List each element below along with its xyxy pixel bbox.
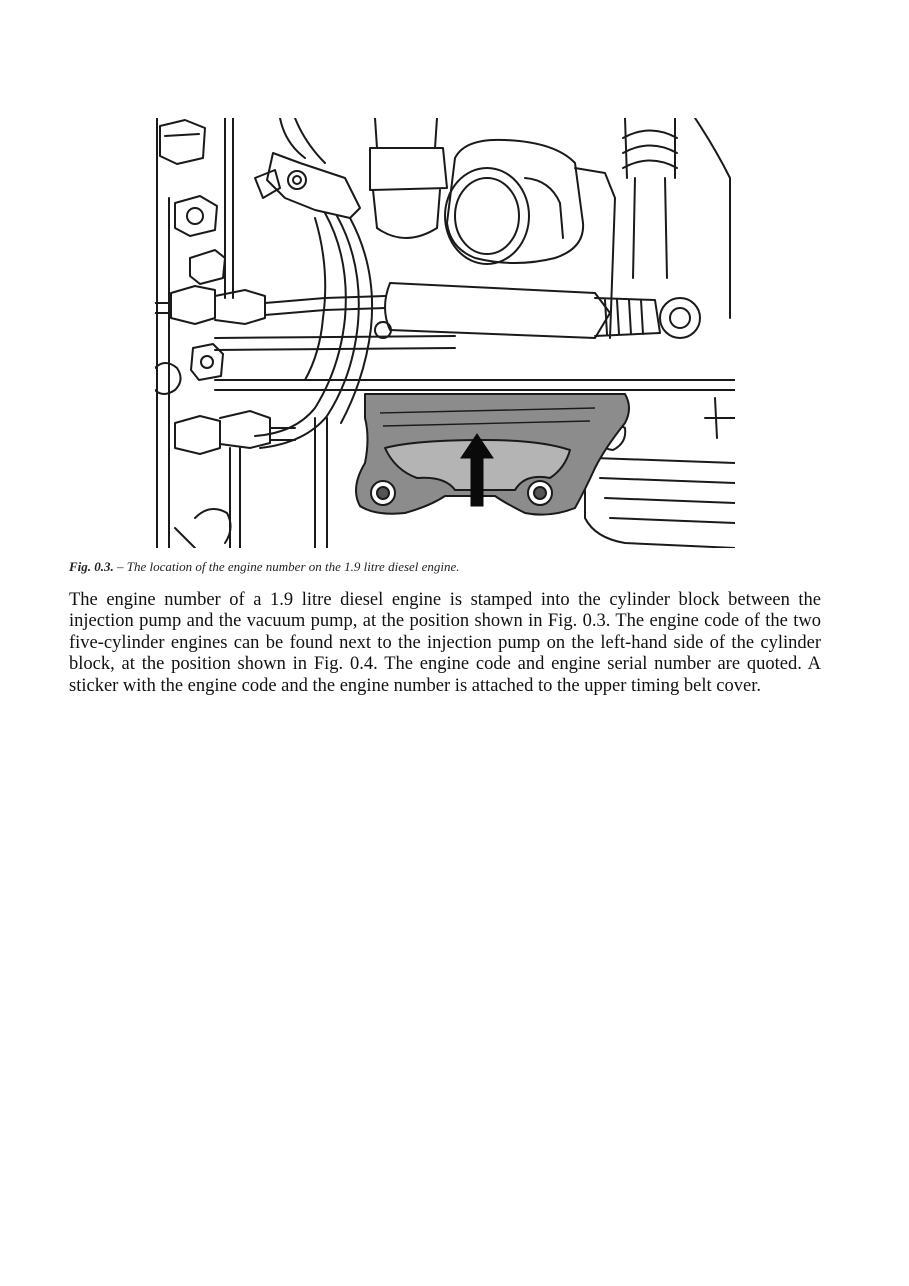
caption-separator: –	[113, 559, 127, 574]
caption-text: The location of the engine number on the 1.9 litre diesel engine.	[126, 559, 460, 574]
body-paragraph: The engine number of a 1.9 litre diesel engine is stamped into the cylinder block between the injection pump and the vacuum pump, at the position shown in Fig. 0.3. The engine code of the two five-cylinder engines can be found next to the injection pump on the left-hand side of the cylinder block, at the position shown in Fig. 0.4. The engine code and engine serial number are quoted. A sticker with the engine code and the engine number is attached to the upper timing belt cover.	[69, 590, 821, 696]
engine-illustration-icon	[155, 118, 735, 548]
figure-label: Fig. 0.3.	[69, 559, 114, 574]
figure-caption	[69, 559, 829, 575]
engine-illustration-figure	[155, 118, 735, 548]
